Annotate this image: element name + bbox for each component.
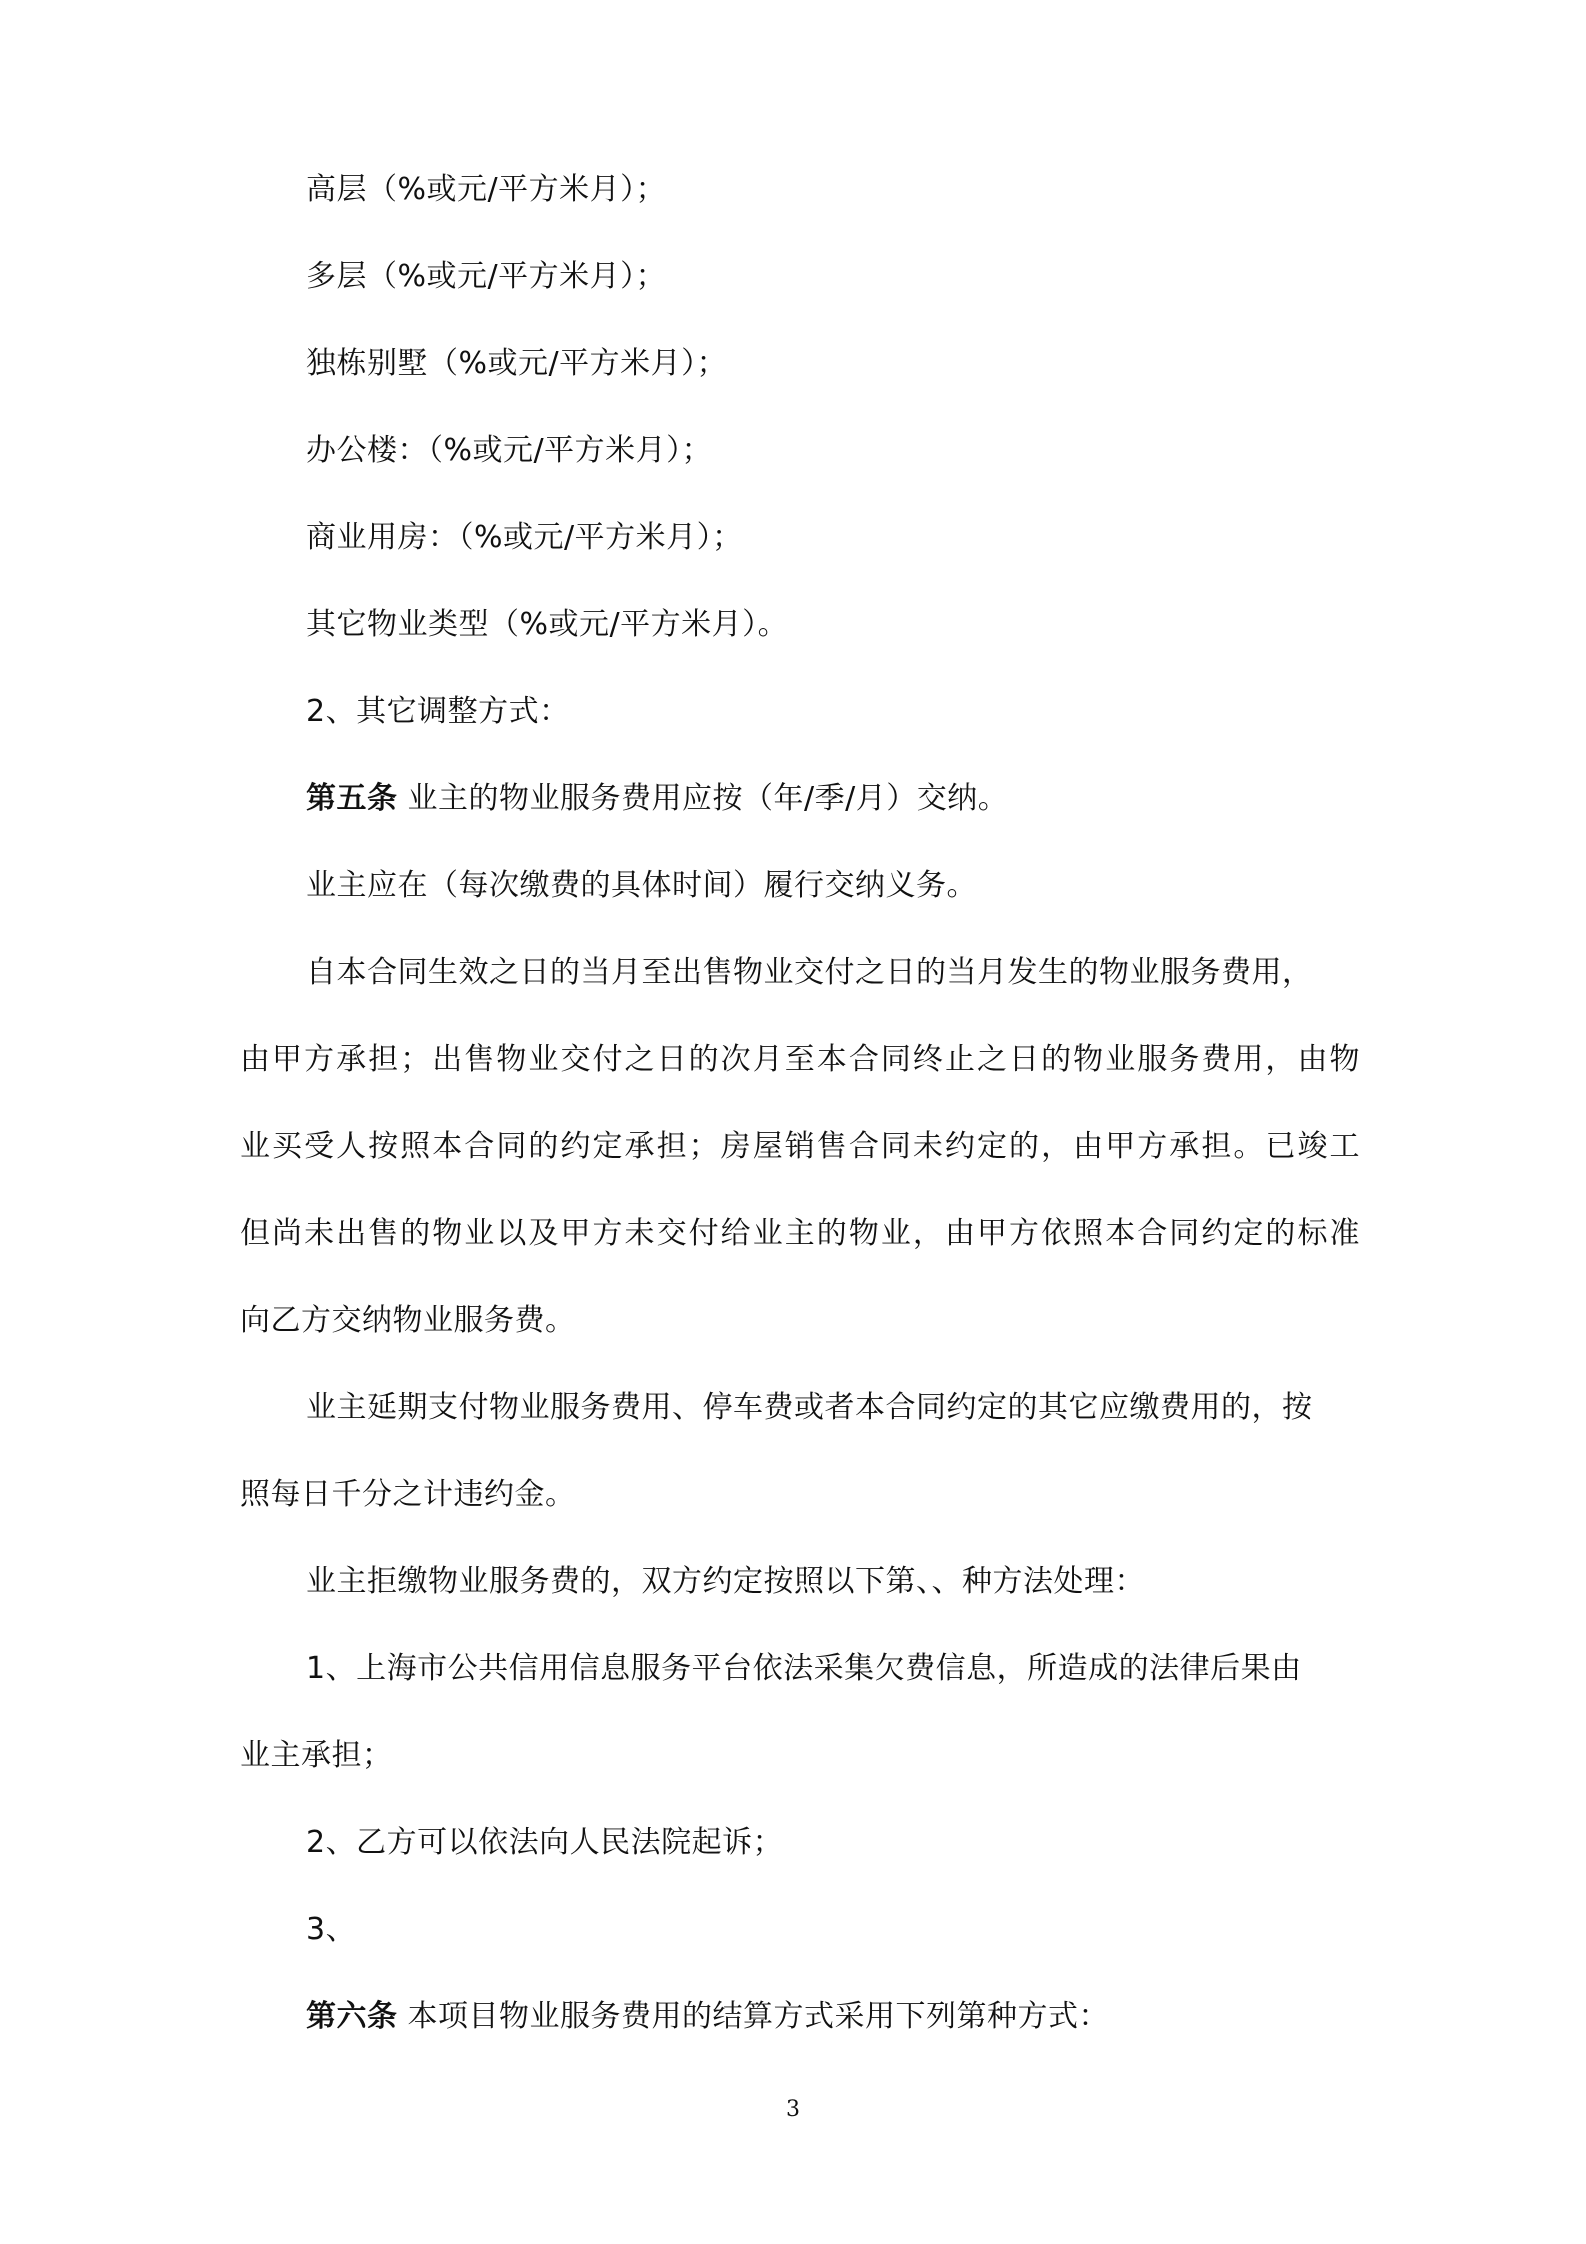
text-line: 2、其它调整方式： [306, 694, 570, 729]
text-line: 业主拒缴物业服务费的，双方约定按照以下第、、种方法处理： [306, 1564, 1145, 1599]
text-line: 业主承担； [240, 1738, 393, 1773]
text-line: 业买受人按照本合同的约定承担；房屋销售合同未约定的，由甲方承担。已竣工 [240, 1129, 1360, 1164]
text-line: 向乙方交纳物业服务费。 [240, 1303, 576, 1338]
article-5-paragraph [306, 779, 1426, 819]
text-line: 办公楼：（%或元/平方米月）； [306, 433, 713, 468]
text-line: 业主应在（每次缴费的具体时间）履行交纳义务。 [306, 868, 977, 903]
text-line: 1、上海市公共信用信息服务平台依法采集欠费信息，所造成的法律后果由 [306, 1651, 1302, 1686]
text-line: 2、乙方可以依法向人民法院起诉； [306, 1825, 784, 1860]
text-line: 由甲方承担；出售物业交付之日的次月至本合同终止之日的物业服务费用，由物 [240, 1042, 1360, 1077]
article-5-heading: 第五条 [306, 781, 398, 816]
text-line: 商业用房：（%或元/平方米月）； [306, 520, 743, 555]
text-line: 3、 [306, 1912, 357, 1947]
text-line: 业主延期支付物业服务费用、停车费或者本合同约定的其它应缴费用的，按 [306, 1390, 1313, 1425]
text-line: 自本合同生效之日的当月至出售物业交付之日的当月发生的物业服务费用， [306, 955, 1313, 990]
page-number: 3 [786, 2097, 800, 2122]
article-6-paragraph [306, 1997, 1426, 2037]
text-line: 但尚未出售的物业以及甲方未交付给业主的物业，由甲方依照本合同约定的标准 [240, 1216, 1360, 1251]
text-line: 独栋别墅（%或元/平方米月）； [306, 346, 728, 381]
text-line: 其它物业类型（%或元/平方米月）。 [306, 607, 789, 642]
article-5-text: 业主的物业服务费用应按（年/季/月）交纳。 [397, 781, 1009, 816]
article-6-text: 本项目物业服务费用的结算方式采用下列第种方式： [397, 1999, 1110, 2034]
text-line: 高层（%或元/平方米月）； [306, 172, 667, 207]
text-line: 多层（%或元/平方米月）； [306, 259, 667, 294]
article-6-heading: 第六条 [306, 1999, 398, 2034]
text-line: 照每日千分之计违约金。 [240, 1477, 576, 1512]
